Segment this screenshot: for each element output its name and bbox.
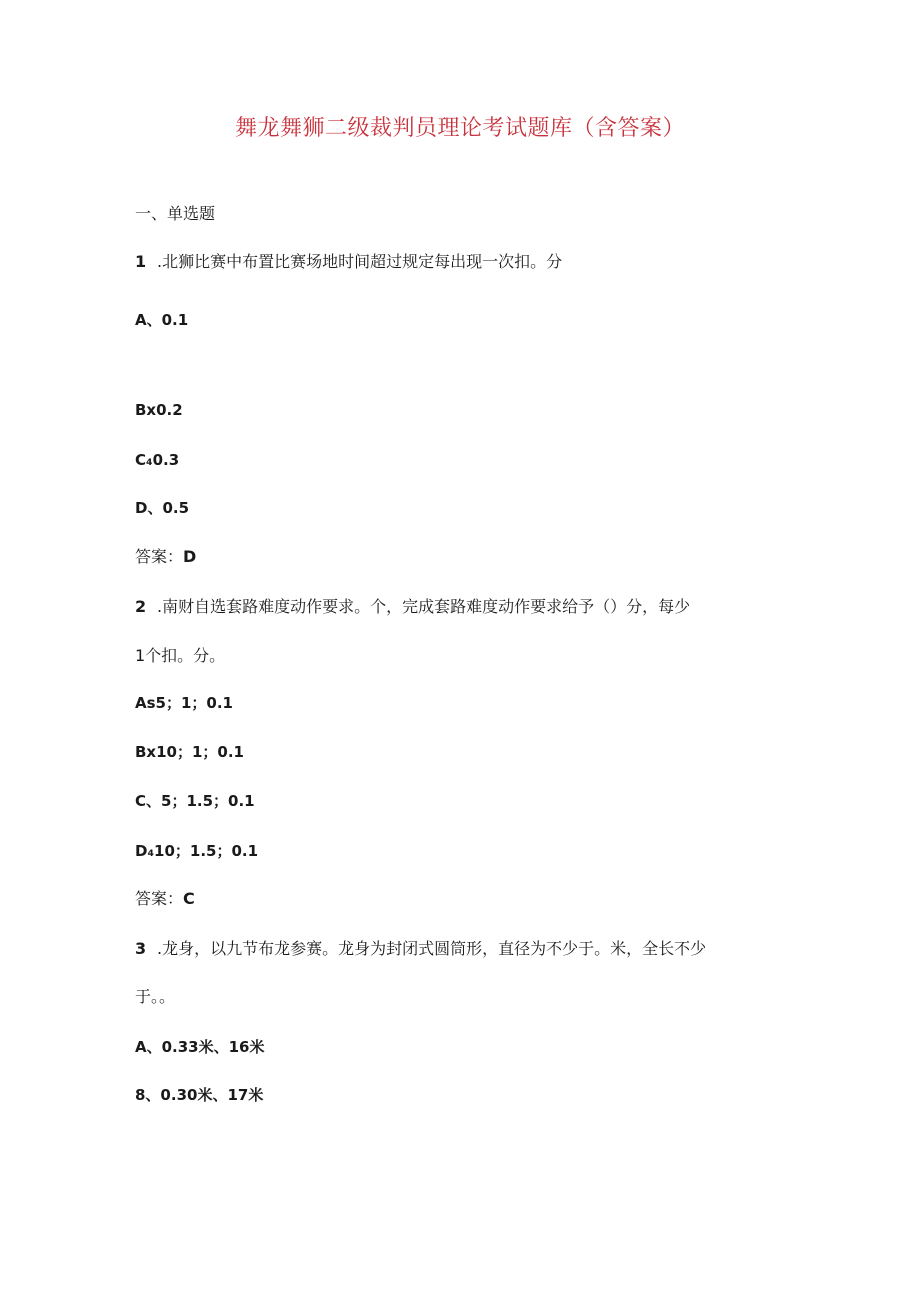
q2-option-c: C、5；1.5；0.1 <box>135 792 255 810</box>
question-number: 1 <box>135 252 147 271</box>
q3-option-a: A、0.33米、16米 <box>135 1038 265 1056</box>
question-3-continued: 于。。 <box>135 987 176 1006</box>
section-heading: 一、单选题 <box>135 204 216 223</box>
question-text: .龙身，以九节布龙参赛。龙身为封闭式圆筒形，直径为不少于。米，全长不少 <box>157 939 707 958</box>
q1-option-b: Bx0.2 <box>135 401 183 419</box>
question-number: 3 <box>135 939 147 958</box>
q2-option-d: D₄10；1.5；0.1 <box>135 842 259 860</box>
question-3 <box>135 938 706 960</box>
question-2-continued: 1个扣。分。 <box>135 646 226 665</box>
document-title: 舞龙舞狮二级裁判员理论考试题库（含答案） <box>234 116 685 141</box>
q1-option-c: C₄0.3 <box>135 451 180 469</box>
q1-option-d: D、0.5 <box>135 499 190 517</box>
q2-option-b: Bx10；1；0.1 <box>135 743 244 761</box>
question-1 <box>135 251 562 273</box>
question-number: 2 <box>135 597 147 616</box>
answer-label: 答案： <box>135 889 184 908</box>
q2-option-a: As5；1；0.1 <box>135 694 233 712</box>
question-2 <box>135 596 690 618</box>
q1-answer <box>135 546 196 568</box>
answer-value: C <box>183 889 195 908</box>
question-text: .北狮比赛中布置比赛场地时间超过规定每出现一次扣。分 <box>157 252 563 271</box>
q3-option-b: 8、0.30米、17米 <box>135 1086 264 1104</box>
answer-value: D <box>183 547 197 566</box>
q1-option-a: A、0.1 <box>135 311 189 329</box>
q2-answer <box>135 888 195 910</box>
question-text: .南财自选套路难度动作要求。个，完成套路难度动作要求给予（）分，每少 <box>157 597 691 616</box>
answer-label: 答案： <box>135 547 184 566</box>
